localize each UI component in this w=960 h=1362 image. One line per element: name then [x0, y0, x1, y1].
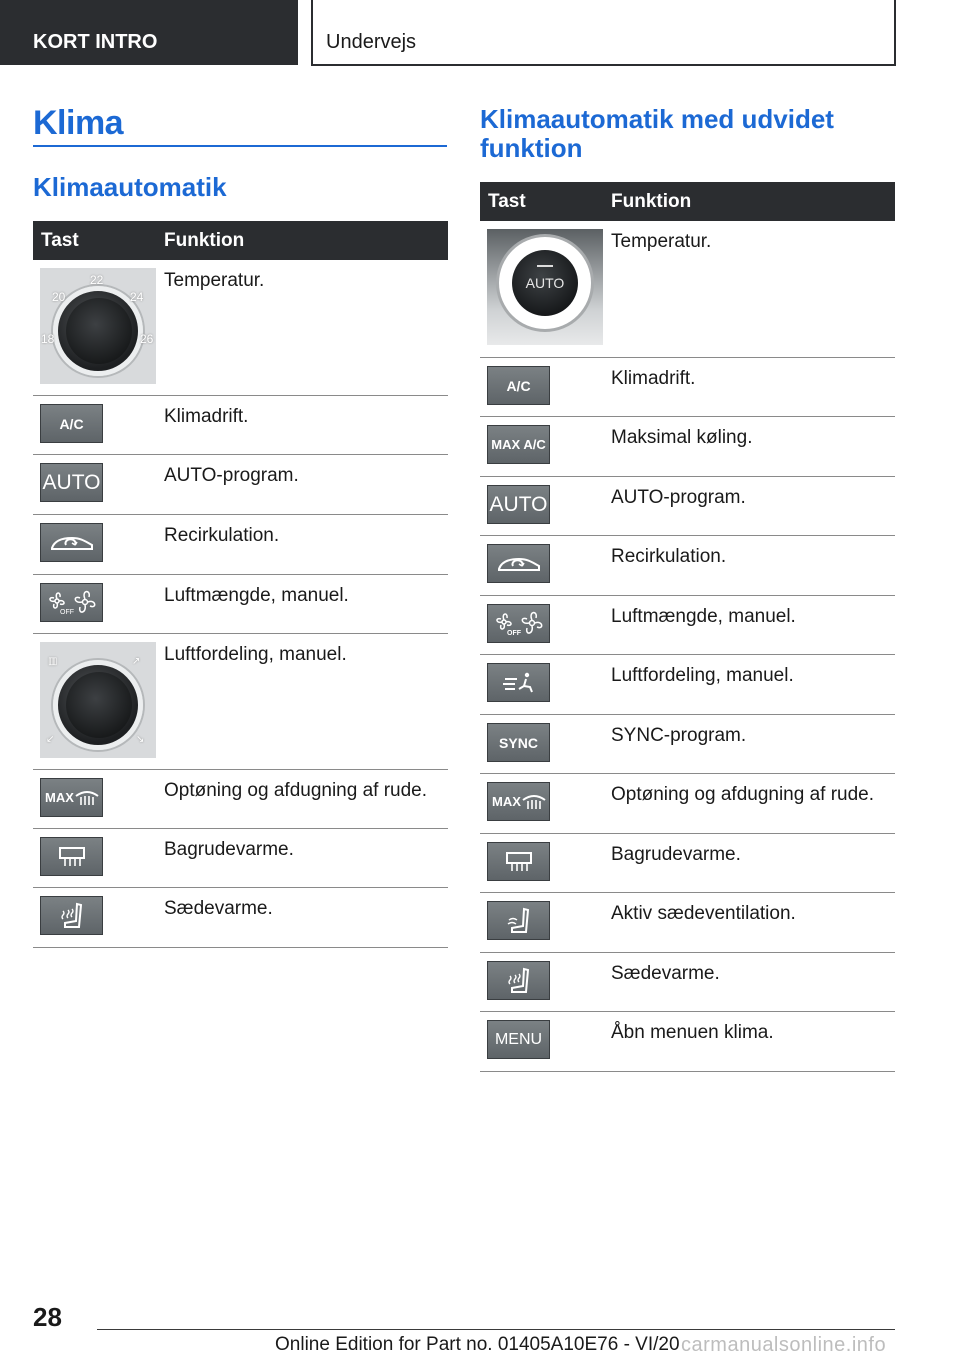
- table-row: [33, 260, 448, 396]
- left-subtitle: Klimaautomatik: [33, 172, 227, 202]
- left-table-header: [33, 221, 448, 260]
- function-text: Sædevarme.: [164, 898, 273, 919]
- edition-text: Online Edition for Part no. 01405A10E76 - VI/20: [275, 1334, 680, 1355]
- knob-label: 26: [140, 332, 154, 346]
- right-table-header: [480, 182, 895, 221]
- table-row: [480, 834, 895, 893]
- table-row: [33, 770, 448, 829]
- table-row: [33, 634, 448, 770]
- function-text: Optøning og afdugning af rude.: [164, 780, 428, 801]
- sync-button-icon: SYNC: [487, 723, 550, 762]
- function-text: Klimadrift.: [164, 406, 249, 427]
- right-table: [480, 182, 895, 1072]
- function-text: SYNC-program.: [611, 725, 747, 746]
- function-text: Temperatur.: [164, 270, 265, 291]
- table-row: [480, 655, 895, 715]
- function-text: Klimadrift.: [611, 368, 696, 389]
- seat-heating-icon: [40, 896, 103, 935]
- table-row: [480, 358, 895, 417]
- air-distribution-knob-icon: ▥ ↗ ↙ ↘: [40, 642, 156, 758]
- function-text: Maksimal køling.: [611, 427, 753, 448]
- max-ac-button-icon: MAX A/C: [487, 425, 550, 464]
- function-text: AUTO-program.: [164, 465, 299, 486]
- max-defrost-icon: MAX: [40, 778, 103, 817]
- table-row: [33, 575, 448, 634]
- table-row: [33, 515, 448, 575]
- function-text: Luftmængde, manuel.: [611, 606, 796, 627]
- table-row: [480, 596, 895, 655]
- seat-heating-icon: [487, 961, 550, 1000]
- function-text: Recirkulation.: [611, 546, 727, 567]
- function-text: Åbn menuen klima.: [611, 1022, 774, 1043]
- fan-icon: [487, 604, 550, 643]
- col-key-header: Tast: [41, 230, 79, 251]
- footer-rule: [97, 1329, 895, 1330]
- col-func-header: Funktion: [164, 230, 245, 251]
- watermark: carmanualsonline.info: [681, 1334, 887, 1356]
- title-rule: [33, 145, 447, 147]
- table-row: [33, 455, 448, 515]
- col-func-header: Funktion: [611, 191, 692, 212]
- table-row: [480, 715, 895, 774]
- temperature-knob-icon: [40, 268, 156, 384]
- section-tab: [0, 0, 298, 65]
- max-defrost-icon: MAX: [487, 782, 550, 821]
- svg-text:OFF: OFF: [506, 629, 521, 637]
- recirculation-icon: [40, 523, 103, 562]
- table-row: [33, 888, 448, 948]
- table-row: [480, 417, 895, 477]
- menu-button-icon: MENU: [487, 1020, 550, 1059]
- function-text: Bagrudevarme.: [164, 839, 294, 860]
- fan-icon: [40, 583, 103, 622]
- page-title: Klima: [33, 104, 124, 142]
- auto-button-icon: AUTO: [40, 463, 103, 502]
- auto-button-icon: AUTO: [487, 485, 550, 524]
- knob-label: 24: [130, 290, 144, 304]
- function-text: Temperatur.: [611, 231, 712, 252]
- table-row: [480, 477, 895, 536]
- rear-defrost-icon: [487, 842, 550, 881]
- left-table: [33, 221, 448, 948]
- svg-text:OFF: OFF: [59, 608, 74, 616]
- ac-button-icon: A/C: [487, 366, 550, 405]
- table-row: [480, 774, 895, 834]
- table-row: [480, 953, 895, 1012]
- knob-label: 18: [41, 332, 55, 346]
- table-row: [33, 396, 448, 455]
- page-number: 28: [33, 1302, 62, 1332]
- air-distribution-icon: [487, 663, 550, 702]
- recirculation-icon: [487, 544, 550, 583]
- function-text: Sædevarme.: [611, 963, 720, 984]
- right-title: Klimaautomatik med udvidet funktion: [480, 104, 834, 163]
- table-row: [480, 536, 895, 596]
- function-text: Luftmængde, manuel.: [164, 585, 349, 606]
- function-text: Recirkulation.: [164, 525, 280, 546]
- auto-temperature-knob-icon: AUTO: [487, 229, 603, 345]
- knob-label: 22: [90, 273, 104, 287]
- function-text: Luftfordeling, manuel.: [611, 665, 794, 686]
- chapter-label: Undervejs: [326, 31, 417, 53]
- function-text: AUTO-program.: [611, 487, 746, 508]
- chapter-tab: [311, 0, 896, 66]
- table-row: [480, 893, 895, 953]
- function-text: Bagrudevarme.: [611, 844, 741, 865]
- section-label: KORT INTRO: [33, 31, 158, 53]
- function-text: Optøning og afdugning af rude.: [611, 784, 875, 805]
- rear-defrost-icon: [40, 837, 103, 876]
- table-row: [480, 221, 895, 358]
- ac-button-icon: A/C: [40, 404, 103, 443]
- table-row: [33, 829, 448, 888]
- knob-label: 20: [52, 290, 66, 304]
- table-row: [480, 1012, 895, 1072]
- seat-ventilation-icon: [487, 901, 550, 940]
- function-text: Aktiv sædeventilation.: [611, 903, 796, 924]
- col-key-header: Tast: [488, 191, 526, 212]
- function-text: Luftfordeling, manuel.: [164, 644, 347, 665]
